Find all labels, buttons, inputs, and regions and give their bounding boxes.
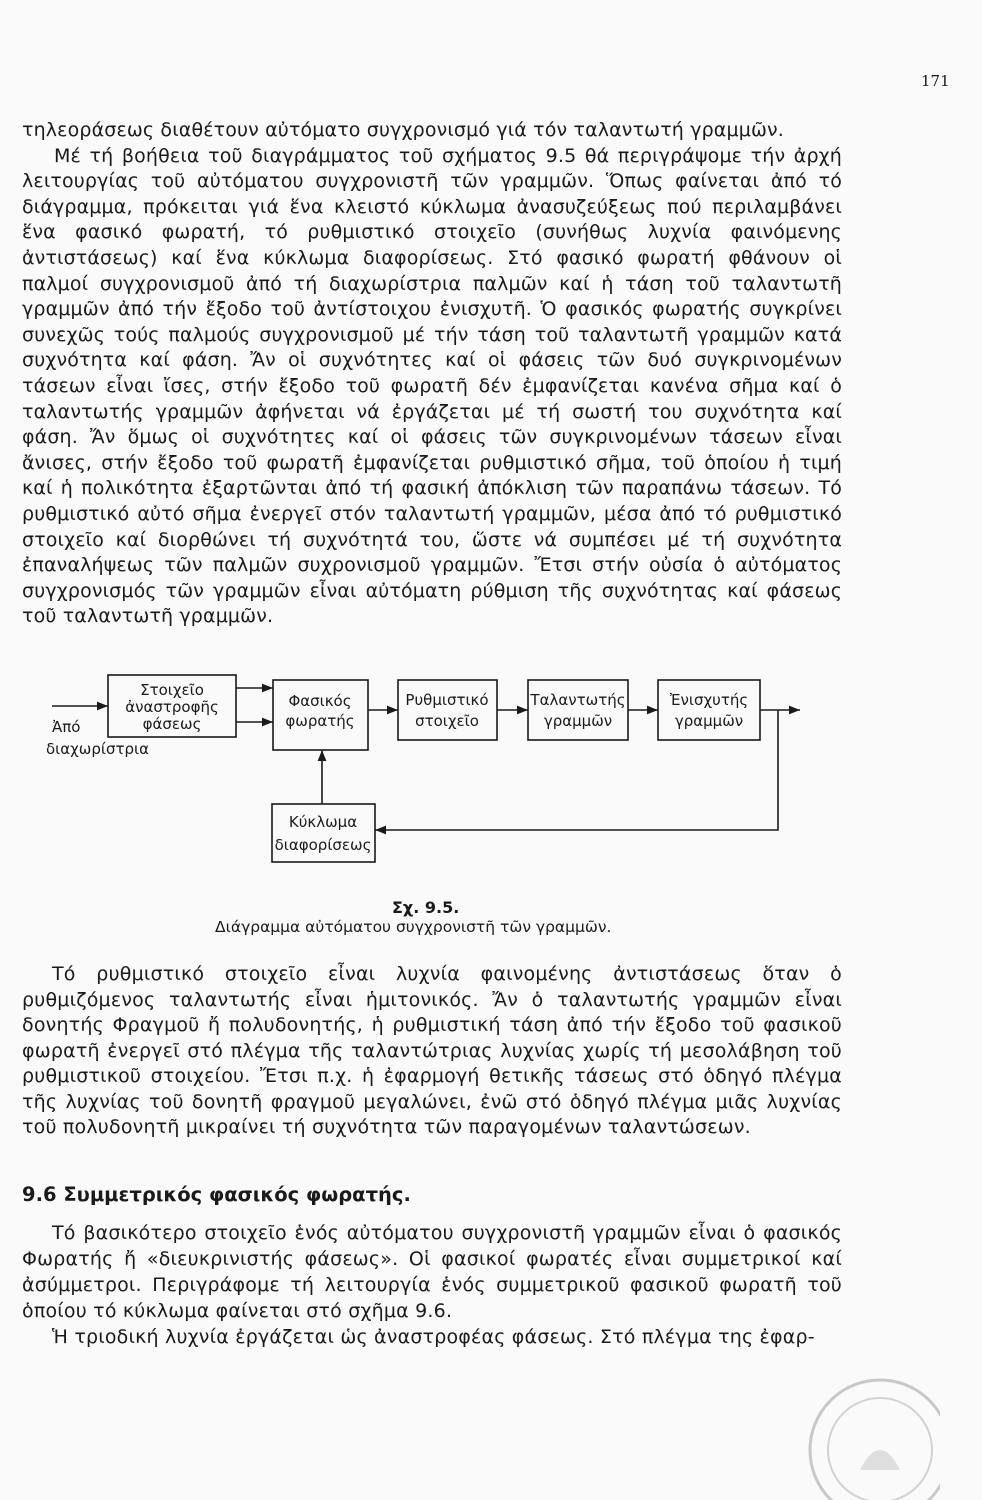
body-text-top (22, 118, 842, 630)
inverter-label-1: Στοιχεῖο (140, 681, 204, 699)
library-stamp (790, 1360, 940, 1500)
page-number: 171 (921, 72, 950, 90)
body-text-bottom (22, 1220, 842, 1350)
block-oscillator (528, 680, 628, 740)
detector-label-1: Φασικός (288, 692, 352, 710)
input-label-separator: διαχωρίστρια (46, 740, 149, 758)
paragraph-regulator: Τό ρυθμιστικό στοιχεῖο εἶναι λυχνία φαινομένης ἀντιστάσεως ὅταν ὁ ρυθμιζόμενος ταλαντωτής εἶναι ἡμιτονικός. Ἄν ὁ ταλαντωτής γραμμῶν εἶναι δονητής Φραγμοῦ ἤ πολυδονητής, ἡ ρυθμιστική τάση ἀπό τήν ἔξοδο τοῦ φασικοῦ φωρατῆ ἐνεργεῖ στό πλέγμα τῆς ταλαντώτριας λυχνίας χωρίς τή μεσολάβηση τοῦ ρυθμιστικοῦ στοιχείου. Ἔτσι π.χ. ἡ ἐφαρμογή θετικῆς τάσεως στό ὁδηγό πλέγμα τῆς λυχνίας τοῦ δονητῆ φραγμοῦ μεγαλώνει, ἐνῶ στό ὁδηγό πλέγμα μιᾶς λυχνίας τοῦ πολυδονητῆ μικραίνει τή συχνότητα τῶν παραγομένων ταλαντώσεων. (22, 963, 842, 1138)
block-regulator (398, 680, 497, 740)
block-amplifier (658, 680, 760, 740)
figure-caption: Διάγραμμα αὐτόματου συγχρονιστῆ τῶν γραμμῶν. (215, 918, 612, 936)
oscillator-label-2: γραμμῶν (543, 712, 613, 730)
amplifier-label-1: Ἐνισχυτής (669, 691, 749, 709)
section-heading: 9.6 Συμμετρικός φασικός φωρατής. (22, 1183, 411, 1206)
inverter-label-3: φάσεως (142, 715, 202, 733)
figure-number: Σχ. 9.5. (392, 898, 460, 917)
regulator-label-1: Ρυθμιστικό (405, 691, 489, 709)
block-diagram (0, 660, 982, 900)
paragraph-triode: Ἡ τριοδική λυχνία ἐργάζεται ὡς ἀναστροφέας φάσεως. Στό πλέγμα της ἐφαρ- (52, 1326, 815, 1348)
inverter-label-2: ἀναστροφῆς (125, 698, 219, 716)
paragraph-diagram-description: Μέ τή βοήθεια τοῦ διαγράμματος τοῦ σχήματος 9.5 θά περιγράψομε τήν ἀρχή λειτουργίας τοῦ αὐτόματου συγχρονιστῆ τῶν γραμμῶν. Ὅπως φαίνεται ἀπό τό διάγραμμα, πρόκειται γιά ἕνα κλειστό κύκλωμα ἀνασυζεύξεως πού περιλαμβάνει ἕνα φασικό φωρατή, τό ρυθμιστικό στοιχεῖο (συνήθως λυχνία φαινόμενης ἀντιστάσεως) καί ἕνα κύκλωμα διαφορίσεως. Στό φασικό φωρατή φθάνουν οἱ παλμοί συγχρονισμοῦ ἀπό τή διαχωρίστρια παλμῶν καί ἡ τάση τοῦ ταλαντωτῆ γραμμῶν ἀπό τήν ἔξοδο τοῦ ἀντίστοιχου ἐνισχυτῆ. Ὁ φασικός φωρατής συγκρίνει συνεχῶς τούς παλμούς συγχρονισμοῦ μέ τήν τάση τοῦ ταλαντωτῆ γραμμῶν κατά συχνότητα καί φάση. Ἄν οἱ συχνότητες καί οἱ φάσεις τῶν δυό συγκρινομένων τάσεων εἶναι ἴσες, στήν ἔξοδο τοῦ φωρατῆ δέν ἐμφανίζεται κανένα σῆμα καί ὁ ταλαντωτής γραμμῶν ἀφήνεται νά ἐργάζεται μέ τή σωστή του συχνότητα καί φάση. Ἄν ὅμως οἱ συχνότητες καί οἱ φάσεις τῶν συγκρινομένων τάσεων εἶναι ἄνισες, στήν ἔξοδο τοῦ φωρατῆ ἐμφανίζεται ρυθμιστικό σῆμα, τοῦ ὁποίου ἡ τιμή καί ἡ πολικότητα ἐξαρτῶνται ἀπό τή φασική ἀπόκλιση τῶν παραπάνω τάσεων. Τό ρυθμιστικό αὐτό σῆμα ἐνεργεῖ στόν ταλαντωτή γραμμῶν, μέσα ἀπό τό ρυθμιστικό στοιχεῖο καί διορθώνει τή συχνότητά του, ὥστε νά συμπέσει μέ τή συχνότητα ἐπαναλήψεως τῶν παλμῶν συχρονισμοῦ γραμμῶν. Ἔτσι στήν οὐσία ὁ αὐτόματος συγχρονισμός τῶν γραμμῶν εἶναι αὐτόματη ρύθμιση τῆς συχνότητας καί φάσεως τοῦ ταλαντωτῆ γραμμῶν. (22, 144, 842, 628)
paragraph-phase-detector: Τό βασικότερο στοιχεῖο ἑνός αὐτόματου συγχρονιστῆ γραμμῶν εἶναι ὁ φασικός Φωρατής ἤ «διευκρινιστής φάσεως». Οἱ φασικοί φωρατές εἶναι συμμετρικοί καί ἀσύμμετροι. Περιγράφομε τή λειτουργία ἑνός συμμετρικοῦ φασικοῦ φωρατῆ τοῦ ὁποίου τό κύκλωμα φαίνεται στό σχῆμα 9.6. (22, 1222, 842, 1322)
paragraph-line: τηλεοράσεως διαθέτουν αὐτόματο συγχρονισμό γιά τόν ταλαντωτή γραμμῶν. (22, 119, 784, 141)
detector-label-2: φωρατής (285, 712, 355, 730)
input-label-from: Ἀπό (52, 718, 81, 736)
oscillator-label-1: Ταλαντωτής (530, 691, 626, 709)
regulator-label-2: στοιχεῖο (415, 712, 479, 730)
differentiator-label-1: Κύκλωμα (288, 813, 358, 831)
body-text-middle (22, 962, 842, 1141)
amplifier-label-2: γραμμῶν (674, 712, 744, 730)
differentiator-label-2: διαφορίσεως (274, 836, 372, 854)
